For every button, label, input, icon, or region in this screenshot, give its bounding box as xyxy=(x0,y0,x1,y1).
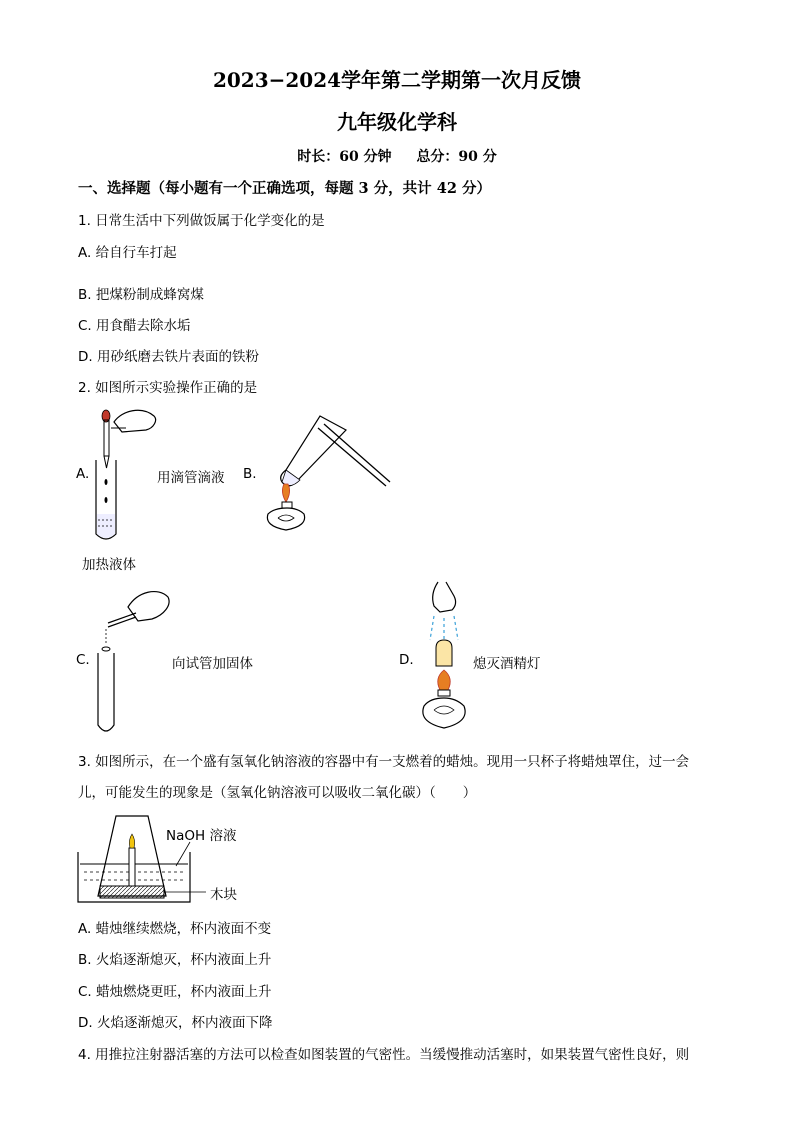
q1-option-c: C. 用食醋去除水垢 xyxy=(78,318,191,334)
q3-stem-line1: 3. 如图所示，在一个盛有氢氧化钠溶液的容器中有一支燃着的蜡烛。现用一只杯子将蜡烛罩住，过一会 xyxy=(78,754,690,770)
duration: 时长：60 分钟 xyxy=(297,149,392,165)
dropper-figure xyxy=(92,402,162,544)
wood-block-label: 木块 xyxy=(210,887,237,903)
q2-d-caption: 熄灭酒精灯 xyxy=(473,656,541,672)
q1-option-d: D. 用砂纸磨去铁片表面的铁粉 xyxy=(78,349,259,365)
q4-stem: 4. 用推拉注射器活塞的方法可以检查如图装置的气密性。当缓慢推动活塞时，如果装置气密性良好，则 xyxy=(78,1047,690,1063)
subject-title: 九年级化学科 xyxy=(337,110,457,134)
q1-stem: 1. 日常生活中下列做饭属于化学变化的是 xyxy=(78,213,325,229)
q3-option-d: D. 火焰逐渐熄灭，杯内液面下降 xyxy=(78,1015,273,1031)
q2-b-letter: B. xyxy=(243,466,257,482)
q2-b-caption: 加热液体 xyxy=(82,557,136,573)
total-score: 总分：90 分 xyxy=(416,149,497,165)
q3-option-b: B. 火焰逐渐熄灭，杯内液面上升 xyxy=(78,952,272,968)
q1-option-a: A. 给自行车打起 xyxy=(78,245,177,261)
q2-stem: 2. 如图所示实验操作正确的是 xyxy=(78,380,258,396)
q1-option-b: B. 把煤粉制成蜂窝煤 xyxy=(78,287,204,303)
adding-solid-figure xyxy=(92,585,172,737)
q2-c-caption: 向试管加固体 xyxy=(172,656,253,672)
q2-a-letter: A. xyxy=(76,466,90,482)
q2-a-caption: 用滴管滴液 xyxy=(157,470,225,486)
q3-option-c: C. 蜡烛燃烧更旺，杯内液面上升 xyxy=(78,984,272,1000)
q3-option-a: A. 蜡烛继续燃烧，杯内液面不变 xyxy=(78,921,272,937)
extinguish-lamp-figure xyxy=(420,578,480,743)
exam-title: 2023−2024学年第二学期第一次月反馈 xyxy=(212,68,582,92)
heating-tube-figure xyxy=(260,410,390,535)
section-heading: 一、选择题（每小题有一个正确选项，每题 3 分，共计 42 分） xyxy=(78,180,491,197)
exam-info xyxy=(0,146,794,166)
naoh-solution-label: NaOH 溶液 xyxy=(166,828,237,844)
q2-d-letter: D. xyxy=(399,652,414,668)
q2-c-letter: C. xyxy=(76,652,90,668)
q3-stem-line2: 儿，可能发生的现象是（氢氧化钠溶液可以吸收二氧化碳）（ ） xyxy=(78,785,477,801)
